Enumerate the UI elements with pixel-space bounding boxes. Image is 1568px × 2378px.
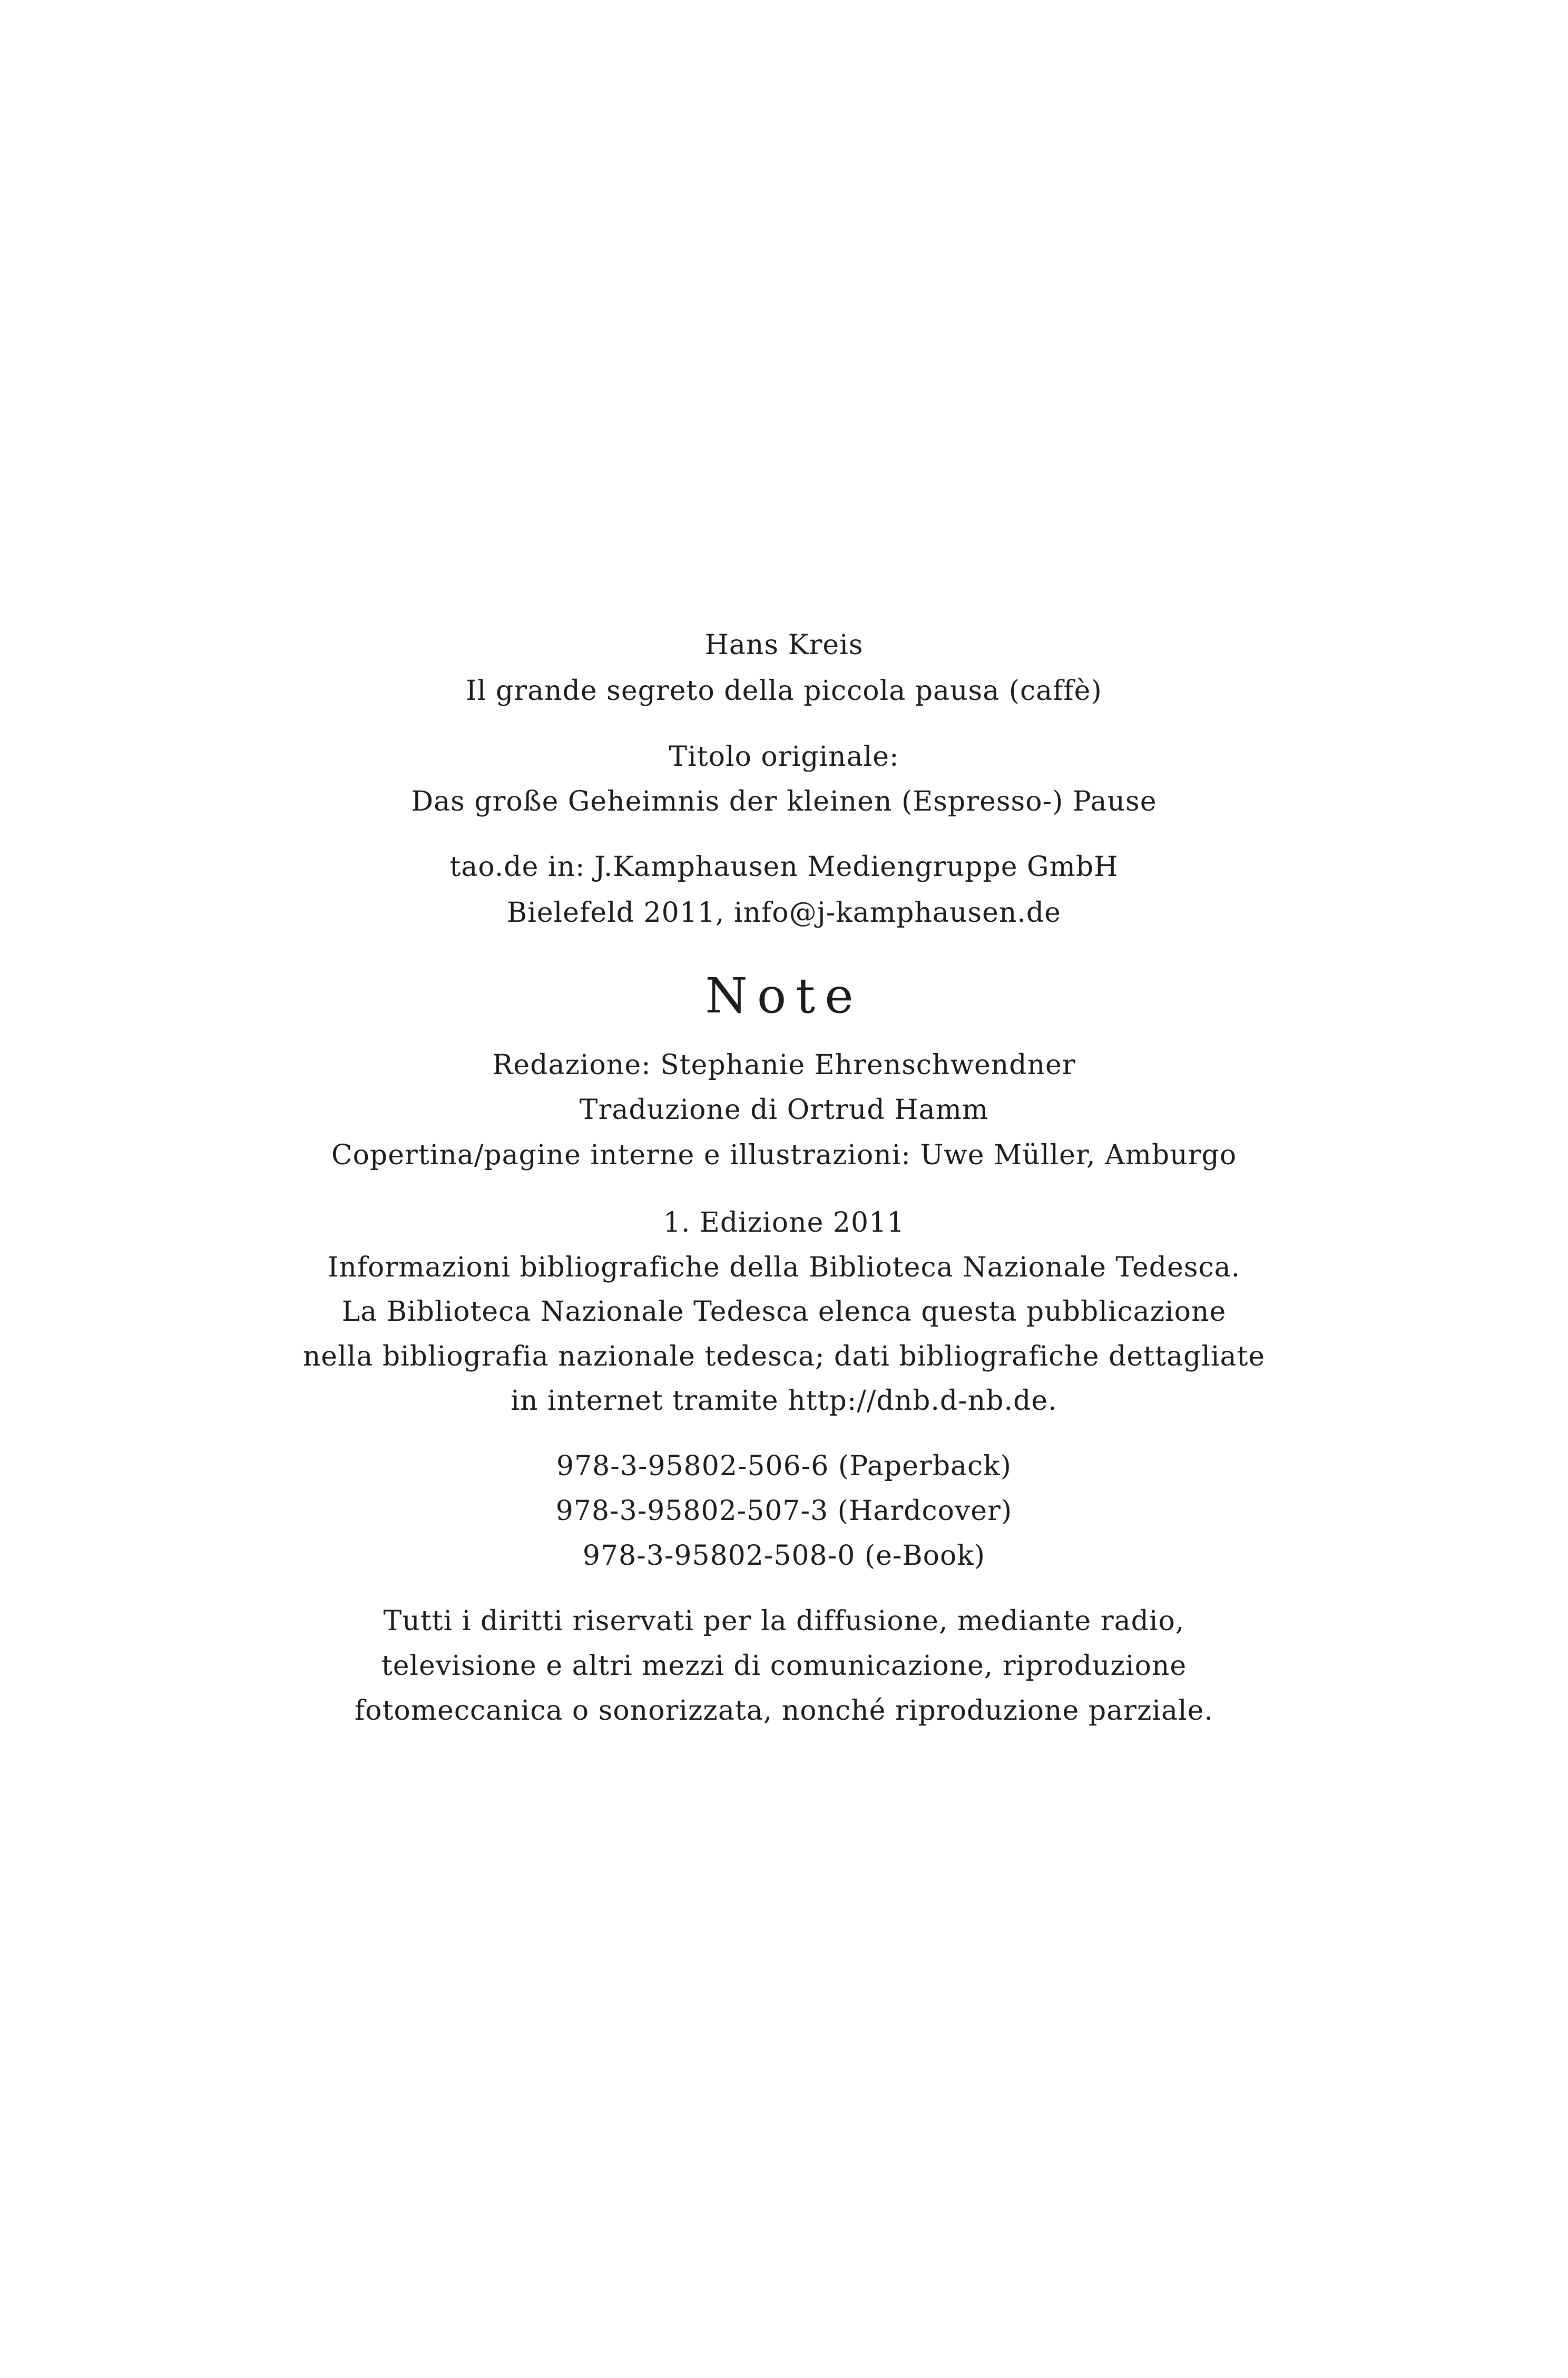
bibliographic-line: La Biblioteca Nazionale Tedesca elenca questa pubblicazione <box>341 1296 1227 1328</box>
original-title: Das große Geheimnis der kleinen (Espresso-) Pause <box>411 786 1157 817</box>
bibliographic-line: in internet tramite http://dnb.d-nb.de. <box>511 1385 1057 1417</box>
isbn-ebook: 978-3-95802-508-0 (e-Book) <box>582 1540 986 1572</box>
editing-credit: Redazione: Stephanie Ehrenschwendner <box>492 1049 1076 1081</box>
isbn-paperback: 978-3-95802-506-6 (Paperback) <box>556 1450 1012 1482</box>
cover-credit: Copertina/pagine interne e illustrazioni: Uwe Müller, Amburgo <box>331 1139 1237 1171</box>
publisher-location-contact: Bielefeld 2011, info@j-kamphausen.de <box>507 897 1061 929</box>
publisher-line: tao.de in: J.Kamphausen Mediengruppe GmbH <box>449 851 1119 883</box>
translation-credit: Traduzione di Ortrud Hamm <box>579 1094 989 1126</box>
original-title-label: Titolo originale: <box>669 741 899 773</box>
bibliographic-line: nella bibliografia nazionale tedesca; dati bibliografiche dettagliate <box>302 1341 1266 1372</box>
rights-line: Tutti i diritti riservati per la diffusione, mediante radio, <box>383 1605 1185 1637</box>
edition-line: 1. Edizione 2011 <box>663 1207 905 1239</box>
rights-line: televisione e altri mezzi di comunicazione, riproduzione <box>381 1650 1187 1682</box>
bibliographic-line: Informazioni bibliografiche della Biblioteca Nazionale Tedesca. <box>327 1252 1241 1283</box>
rights-line: fotomeccanica o sonorizzata, nonché riproduzione parziale. <box>355 1695 1213 1727</box>
note-heading: Note <box>705 968 863 1024</box>
book-title: Il grande segreto della piccola pausa (caffè) <box>466 675 1102 707</box>
author-name: Hans Kreis <box>704 629 864 661</box>
isbn-hardcover: 978-3-95802-507-3 (Hardcover) <box>555 1495 1013 1527</box>
